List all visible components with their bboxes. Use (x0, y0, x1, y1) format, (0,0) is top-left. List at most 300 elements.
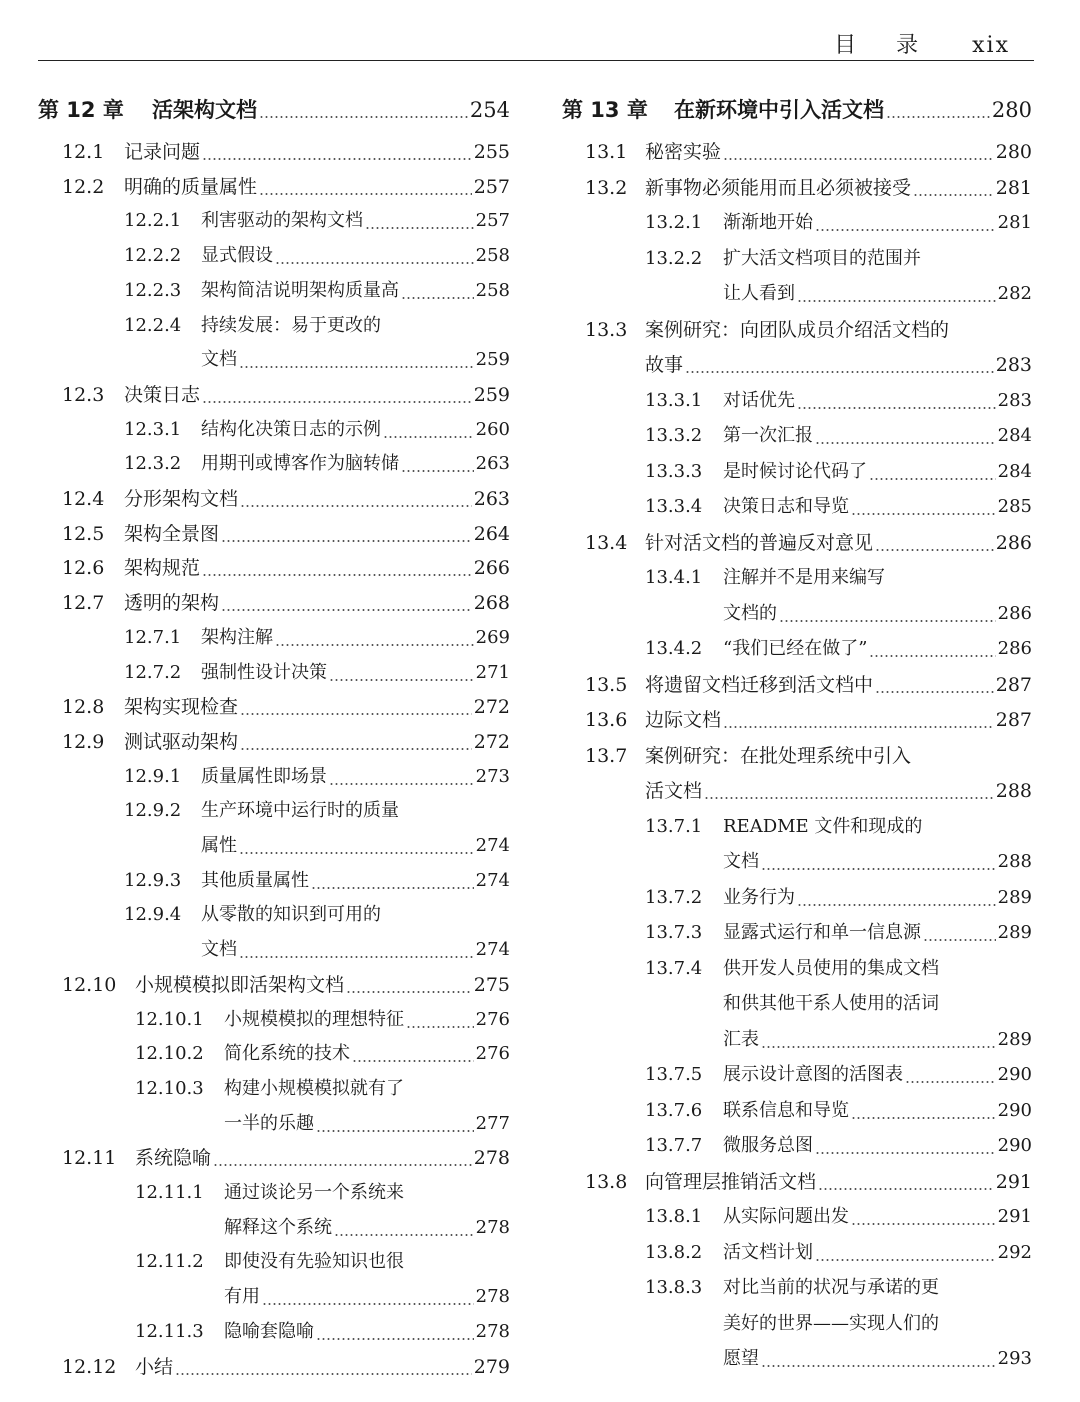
toc-subsection-entry[interactable] (38, 447, 510, 481)
toc-section-entry[interactable] (38, 968, 510, 1002)
toc-subsection-entry[interactable] (562, 987, 1032, 1021)
toc-subsection-entry[interactable] (38, 309, 510, 343)
section-number: 12.3 (62, 383, 105, 406)
toc-section-entry[interactable] (38, 690, 510, 724)
leader-dots (779, 597, 996, 631)
leader-dots (851, 1094, 996, 1128)
toc-section-entry[interactable] (562, 135, 1032, 169)
toc-section-entry[interactable] (38, 1141, 510, 1175)
entry-title-line (723, 987, 1032, 1021)
entry-title-line (201, 864, 510, 898)
toc-subsection-entry[interactable] (562, 455, 1032, 489)
toc-subsection-entry[interactable] (38, 1245, 510, 1279)
entry-title-line (201, 829, 510, 863)
section-number: 13.3.1 (645, 389, 703, 411)
section-number: 12.9.3 (124, 869, 182, 891)
toc-subsection-entry[interactable] (562, 1307, 1032, 1341)
entry-title: 活文档 (645, 780, 703, 802)
toc-section-entry[interactable] (562, 171, 1032, 205)
page-number: 280 (995, 141, 1032, 163)
entry-title: 汇表 (723, 1028, 759, 1050)
entry-title: 有用 (224, 1286, 260, 1308)
leader-dots (329, 760, 474, 794)
leader-dots (383, 413, 474, 447)
leader-dots (239, 933, 474, 967)
section-number: 13.8.1 (645, 1206, 703, 1227)
page-number: 258 (475, 279, 510, 301)
page-number: 264 (473, 522, 510, 545)
toc-section-entry[interactable] (562, 348, 1032, 382)
entry-title: 故事 (645, 354, 684, 376)
entry-title-line (645, 1165, 1032, 1199)
entry-title: 针对活文档的普遍反对意见 (645, 531, 874, 554)
section-number: 12.7.2 (124, 661, 182, 683)
section-number: 13.4 (585, 531, 628, 554)
entry-title-line (135, 1141, 510, 1175)
entry-title-line (124, 378, 510, 412)
page-number: 263 (473, 488, 510, 510)
entry-title-line (201, 794, 510, 828)
page-number: 276 (475, 1008, 510, 1030)
page-number: 281 (997, 212, 1032, 233)
page-number: 255 (473, 141, 510, 163)
toc-subsection-entry[interactable] (38, 933, 510, 967)
page-number: 284 (997, 460, 1032, 482)
leader-dots (685, 348, 994, 382)
leader-dots (311, 864, 474, 898)
toc-subsection-entry[interactable] (38, 794, 510, 828)
toc-subsection-entry[interactable] (562, 490, 1032, 524)
entry-title: 架构全景图 (124, 522, 220, 545)
entry-title-line (201, 204, 510, 238)
entry-title: 解释这个系统 (224, 1216, 332, 1238)
toc-subsection-entry[interactable] (562, 277, 1032, 311)
page-number: 278 (475, 1320, 510, 1342)
section-number: 13.2 (585, 176, 628, 199)
header-char-2: 录 (896, 33, 921, 58)
toc-section-entry[interactable] (38, 378, 510, 412)
entry-title: 第一次汇报 (723, 425, 813, 446)
toc-subsection-entry[interactable] (38, 239, 510, 273)
leader-dots (875, 526, 994, 560)
entry-title-line (645, 703, 1032, 737)
entry-title: 新事物必须能用而且必须被接受 (645, 176, 912, 199)
entry-title: 架构简洁说明架构质量高 (201, 279, 399, 301)
page-number: 278 (473, 1147, 510, 1170)
entry-title-line (723, 1271, 1032, 1305)
toc-subsection-entry[interactable] (38, 760, 510, 794)
toc-section-entry[interactable] (562, 313, 1032, 347)
section-number: 13.7.3 (645, 922, 703, 943)
entry-title: 系统隐喻 (135, 1147, 212, 1170)
toc-subsection-entry[interactable] (562, 1023, 1032, 1057)
entry-title-line (201, 413, 510, 447)
toc-subsection-entry[interactable] (38, 829, 510, 863)
toc-section-entry[interactable] (38, 586, 510, 620)
leader-dots (723, 135, 994, 169)
toc-subsection-entry[interactable] (562, 597, 1032, 631)
toc-subsection-entry[interactable] (562, 632, 1032, 666)
leader-dots (869, 632, 995, 666)
page-number: 288 (997, 851, 1032, 872)
entry-title-line (723, 632, 1032, 666)
section-number: 13.3 (585, 318, 628, 341)
page-number: 282 (997, 283, 1032, 304)
toc-subsection-entry[interactable] (38, 343, 510, 377)
toc-subsection-entry[interactable] (562, 1342, 1032, 1376)
toc-subsection-entry[interactable] (562, 561, 1032, 595)
toc-section-entry[interactable] (38, 170, 510, 204)
toc-subsection-entry[interactable] (38, 204, 510, 238)
toc-section-entry[interactable] (562, 668, 1032, 702)
entry-title: 愿望 (723, 1348, 759, 1369)
toc-subsection-entry[interactable] (562, 1129, 1032, 1163)
leader-dots (797, 277, 996, 311)
toc-subsection-entry[interactable] (562, 1236, 1032, 1270)
toc-subsection-entry[interactable] (38, 1072, 510, 1106)
section-number: 12.9 (62, 730, 105, 753)
entry-title-line (201, 621, 510, 655)
toc-section-entry[interactable] (562, 1165, 1032, 1199)
page-number: 254 (469, 98, 510, 122)
entry-title-line (224, 1107, 510, 1141)
leader-dots (202, 135, 472, 169)
toc-subsection-entry[interactable] (38, 274, 510, 308)
section-number: 12.2 (62, 175, 105, 198)
entry-title: 用期刊或博客作为脑转储 (201, 453, 399, 475)
toc-section-entry[interactable] (562, 739, 1032, 773)
entry-title: 即使没有先验知识也很 (224, 1251, 404, 1273)
entry-title-line (135, 968, 510, 1002)
page-number: 290 (997, 1064, 1032, 1085)
leader-dots (202, 551, 472, 585)
page-number: 288 (995, 780, 1032, 802)
entry-title-line (723, 242, 1032, 276)
page-number: 257 (473, 175, 510, 198)
entry-title: 构建小规模模拟就有了 (224, 1077, 404, 1099)
leader-dots (913, 171, 994, 205)
entry-title: 决策日志和导览 (723, 496, 849, 517)
section-number: 13.3.4 (645, 496, 703, 517)
page-number: 279 (473, 1355, 510, 1378)
entry-title-line (723, 490, 1032, 524)
toc-subsection-entry[interactable] (38, 1003, 510, 1037)
section-number: 12.4 (62, 488, 105, 510)
leader-dots (723, 703, 994, 737)
entry-title: 记录问题 (124, 141, 201, 163)
leader-dots (761, 1342, 996, 1376)
section-number: 13.7.2 (645, 886, 703, 908)
section-number: 13.2.1 (645, 212, 703, 233)
page-number: 272 (473, 730, 510, 753)
section-number: 13.3.2 (645, 425, 703, 446)
leader-dots (851, 1200, 996, 1234)
toc-subsection-entry[interactable] (562, 881, 1032, 915)
entry-title: 通过谈论另一个系统来 (224, 1182, 404, 1203)
page-number: 283 (995, 354, 1032, 376)
entry-title: 注解并不是用来编写 (723, 567, 885, 588)
entry-title-line (723, 845, 1032, 879)
toc-subsection-entry[interactable] (38, 1315, 510, 1349)
entry-title: 结构化决策日志的示例 (201, 418, 381, 440)
leader-dots (316, 1107, 474, 1141)
toc-section-entry[interactable] (38, 135, 510, 169)
entry-title-line (124, 690, 510, 724)
page-number: 259 (473, 383, 510, 406)
page-number: 283 (997, 389, 1032, 411)
toc-subsection-entry[interactable] (562, 952, 1032, 986)
toc-subsection-entry[interactable] (38, 656, 510, 690)
toc-subsection-entry[interactable] (562, 1058, 1032, 1092)
section-number: 12.12 (62, 1355, 117, 1378)
toc-section-entry[interactable] (38, 551, 510, 585)
entry-title-line (201, 656, 510, 690)
toc-subsection-entry[interactable] (562, 845, 1032, 879)
chapter-title: 活架构文档 (152, 98, 257, 122)
entry-title: 对话优先 (723, 389, 795, 411)
section-number: 12.10.2 (135, 1043, 204, 1065)
entry-title: 架构注解 (201, 626, 273, 648)
leader-dots (401, 447, 474, 481)
entry-title: 持续发展：易于更改的 (201, 314, 381, 336)
section-number: 12.11 (62, 1147, 117, 1170)
entry-title: 架构实现检查 (124, 696, 239, 719)
page-number: 293 (997, 1348, 1032, 1369)
section-number: 12.11.3 (135, 1320, 204, 1342)
section-number: 13.8.3 (645, 1277, 703, 1298)
leader-dots (815, 206, 996, 240)
page-number: 284 (997, 425, 1032, 446)
entry-title: 边际文档 (645, 709, 722, 731)
entry-title: 向管理层推销活文档 (645, 1170, 817, 1193)
page-number: 274 (475, 835, 510, 856)
toc-subsection-entry[interactable] (562, 206, 1032, 240)
section-number: 12.9.4 (124, 904, 182, 926)
toc-section-entry[interactable] (562, 703, 1032, 737)
section-number: 12.2.2 (124, 245, 182, 267)
toc-section-entry[interactable] (38, 725, 510, 759)
section-number: 13.7.5 (645, 1064, 703, 1085)
entry-title: 隐喻套隐喻 (224, 1320, 314, 1342)
leader-dots (401, 274, 474, 308)
entry-title-line (224, 1211, 510, 1245)
chapter-title-line (674, 93, 1032, 127)
entry-title: 其他质量属性 (201, 869, 309, 891)
toc-subsection-entry[interactable] (38, 1107, 510, 1141)
entry-title: 文档 (201, 939, 237, 961)
toc-subsection-entry[interactable] (38, 1280, 510, 1314)
section-number: 13.7.4 (645, 957, 703, 979)
section-number: 13.2.2 (645, 247, 703, 269)
section-number: 13.7.1 (645, 815, 703, 837)
chapter-title-line (152, 93, 510, 127)
page-number: 287 (995, 673, 1032, 696)
chapter-title: 在新环境中引入活文档 (674, 98, 884, 122)
toc-section-entry[interactable] (38, 482, 510, 516)
chapter-number: 第 13 章 (562, 98, 648, 122)
toc-subsection-entry[interactable] (38, 898, 510, 932)
toc-subsection-entry[interactable] (38, 1037, 510, 1071)
entry-title-line (723, 1023, 1032, 1057)
page-number: 291 (995, 1170, 1032, 1193)
toc-subsection-entry[interactable] (562, 384, 1032, 418)
leader-dots (213, 1141, 472, 1175)
leader-dots (175, 1350, 472, 1384)
entry-title: 生产环境中运行时的质量 (201, 800, 399, 822)
entry-title: README 文件和现成的 (723, 815, 923, 837)
entry-title: 文档的 (723, 602, 777, 624)
entry-title: 案例研究：向团队成员介绍活文档的 (645, 318, 950, 341)
page-number: 274 (475, 869, 510, 891)
entry-title: 和供其他干系人使用的活词 (723, 993, 939, 1014)
section-number: 12.5 (62, 522, 105, 545)
entry-title: 小规模模拟的理想特征 (224, 1008, 404, 1030)
page-number: 257 (475, 210, 510, 232)
page-number: 281 (995, 176, 1032, 199)
entry-title-line (723, 455, 1032, 489)
toc-subsection-entry[interactable] (562, 1094, 1032, 1128)
section-number: 13.4.1 (645, 567, 703, 588)
entry-title-line (723, 1200, 1032, 1234)
toc-subsection-entry[interactable] (38, 621, 510, 655)
section-number: 12.11.1 (135, 1182, 204, 1203)
entry-title-line (723, 1129, 1032, 1163)
section-number: 13.7.6 (645, 1099, 703, 1121)
toc-section-entry[interactable] (562, 774, 1032, 808)
entry-title-line (201, 447, 510, 481)
entry-title: 文档 (723, 851, 759, 872)
entry-title-line (124, 135, 510, 169)
leader-dots (352, 1037, 474, 1071)
entry-title-line (645, 739, 1032, 773)
entry-title-line (723, 384, 1032, 418)
section-number: 12.3.2 (124, 453, 182, 475)
entry-title-line (201, 309, 510, 343)
leader-dots (797, 384, 996, 418)
entry-title-line (201, 933, 510, 967)
leader-dots (704, 774, 994, 808)
page-number: 287 (995, 709, 1032, 731)
entry-title-line (124, 482, 510, 516)
leader-dots (818, 1165, 994, 1199)
running-header (38, 28, 1034, 61)
entry-title: 分形架构文档 (124, 488, 239, 510)
page-number: 258 (475, 245, 510, 267)
page-number: 289 (997, 1028, 1032, 1050)
toc-subsection-entry[interactable] (562, 1271, 1032, 1305)
entry-title: 透明的架构 (124, 592, 220, 615)
leader-dots (275, 239, 474, 273)
entry-title: 将遗留文档迁移到活文档中 (645, 673, 874, 696)
entry-title: 简化系统的技术 (224, 1043, 350, 1065)
section-number: 13.3.3 (645, 460, 703, 482)
entry-title: 案例研究：在批处理系统中引入 (645, 744, 912, 767)
toc-subsection-entry[interactable] (38, 413, 510, 447)
toc-chapter-entry[interactable] (562, 93, 1032, 127)
section-number: 13.8 (585, 1170, 628, 1193)
entry-title: 利害驱动的架构文档 (201, 210, 363, 232)
leader-dots (240, 725, 472, 759)
toc-subsection-entry[interactable] (562, 916, 1032, 950)
toc-subsection-entry[interactable] (562, 419, 1032, 453)
page-number: 268 (473, 592, 510, 615)
toc-subsection-entry[interactable] (38, 1176, 510, 1210)
entry-title-line (723, 952, 1032, 986)
entry-title-line (135, 1350, 510, 1384)
toc-section-entry[interactable] (562, 526, 1032, 560)
page-number: 289 (997, 886, 1032, 908)
page-number: 274 (475, 939, 510, 961)
entry-title: 强制性设计决策 (201, 661, 327, 683)
section-number: 13.1 (585, 141, 628, 163)
entry-title: 微服务总图 (723, 1135, 813, 1156)
entry-title: 显露式运行和单一信息源 (723, 922, 921, 943)
entry-title-line (201, 239, 510, 273)
toc-subsection-entry[interactable] (562, 1200, 1032, 1234)
entry-title: 让人看到 (723, 283, 795, 304)
entry-title: 属性 (201, 835, 237, 856)
leader-dots (815, 1236, 996, 1270)
page-number: 280 (991, 98, 1032, 122)
entry-title-line (723, 561, 1032, 595)
toc-chapter-entry[interactable] (38, 93, 510, 127)
entry-title-line (124, 725, 510, 759)
entry-title-line (723, 1307, 1032, 1341)
section-number: 12.1 (62, 141, 105, 163)
leader-dots (815, 1129, 996, 1163)
page-number: 278 (475, 1286, 510, 1308)
entry-title-line (124, 551, 510, 585)
entry-title: 明确的质量属性 (124, 175, 258, 198)
entry-title: 扩大活文档项目的范围并 (723, 247, 921, 269)
entry-title: “我们已经在做了” (723, 638, 868, 659)
entry-title-line (201, 898, 510, 932)
entry-title-line (224, 1072, 510, 1106)
toc-subsection-entry[interactable] (38, 1211, 510, 1245)
entry-title-line (224, 1315, 510, 1349)
toc-section-entry[interactable] (38, 1350, 510, 1384)
entry-title: 从实际问题出发 (723, 1206, 849, 1227)
entry-title: 是时候讨论代码了 (723, 460, 867, 482)
entry-title-line (201, 274, 510, 308)
entry-title-line (645, 668, 1032, 702)
page-number: 286 (997, 602, 1032, 624)
section-number: 13.7 (585, 744, 628, 767)
page-number: 290 (997, 1135, 1032, 1156)
leader-dots (905, 1058, 996, 1092)
leader-dots (851, 490, 996, 524)
toc-section-entry[interactable] (38, 517, 510, 551)
section-number: 12.3.1 (124, 418, 182, 440)
entry-title: 联系信息和导览 (723, 1099, 849, 1121)
leader-dots (869, 455, 996, 489)
leader-dots (886, 93, 990, 127)
toc-subsection-entry[interactable] (562, 810, 1032, 844)
leader-dots (334, 1211, 474, 1245)
entry-title: 质量属性即场景 (201, 765, 327, 787)
toc-subsection-entry[interactable] (38, 864, 510, 898)
page-number: 277 (475, 1112, 510, 1134)
entry-title: 小结 (135, 1355, 174, 1378)
page-number: 263 (475, 453, 510, 475)
page-number: 289 (997, 922, 1032, 943)
section-number: 12.11.2 (135, 1251, 204, 1273)
header-char-1: 目 (834, 33, 859, 58)
chapter-number: 第 12 章 (38, 98, 124, 122)
entry-title-line (723, 206, 1032, 240)
toc-subsection-entry[interactable] (562, 242, 1032, 276)
entry-title: 展示设计意图的活图表 (723, 1064, 903, 1085)
